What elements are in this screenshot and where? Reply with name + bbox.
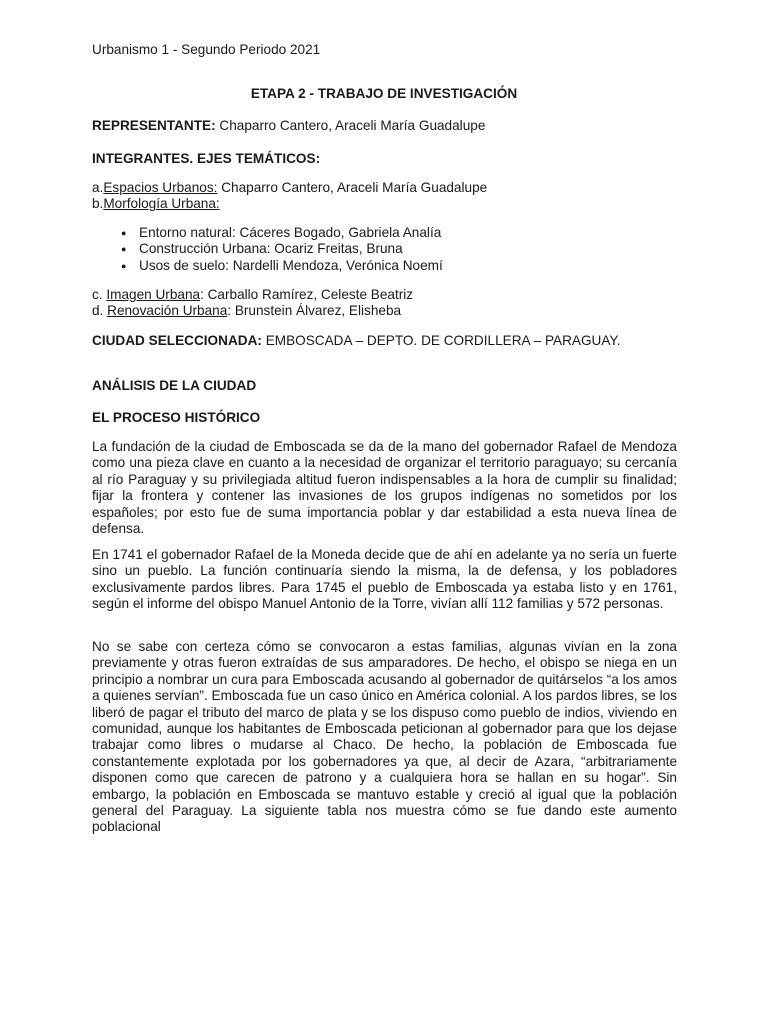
morfologia-sublist: [92, 225, 677, 274]
integrantes-heading: INTEGRANTES. EJES TEMÁTICOS:: [92, 151, 321, 166]
ciudad-label: CIUDAD SELECCIONADA:: [92, 333, 262, 348]
document-title: ETAPA 2 - TRABAJO DE INVESTIGACIÓN: [250, 86, 518, 101]
eje-b-label: Morfología Urbana:: [103, 196, 220, 212]
ciudad-line: [92, 333, 677, 349]
paragraph-3: [92, 639, 677, 836]
eje-a-label: Espacios Urbanos:: [103, 180, 218, 195]
paragraph-text: La fundación de la ciudad de Emboscada se da de la mano del gobernador Rafael de Mendoza como una pieza clave en cuanto a la necesidad de organizar el territorio paraguayo; su cercanía al río Paraguay y su privilegiada altitud fueron indispensables a la hora de cumplir su finalidad; fijar la frontera y contener las invasiones de los grupos indígenas no sometidos por los españoles; por esto fue de suma importancia poblar y dar estabilidad a esta nueva línea de defensa.: [92, 439, 677, 537]
paragraph-text: No se sabe con certeza cómo se convocaron a estas familias, algunas vivían en la zona previamente y otras fueron extraídas de sus amparadores. De hecho, el obispo se niega en un principio a nombrar un cura para Emboscada acusando al gobernador de quitárselos “a los amos a quienes servían”. Emboscada fue un caso único en América colonial. A los pardos libres, se los liberó de pagar el tributo del marco de plata y se los dispuso como pueblo de indios, viviendo en comunidad, aunque los habitantes de Emboscada peticionan al gobernador para que los dejase trabajar como libres o mudarse al Chaco. De hecho, la población de Emboscada fue constantemente explotada por los gobernadores ya que, al decir de Azara, “arbitrariamente disponen como que carecen de patrono y a cualquiera hora se hallan en su hogar”. Sin embargo, la población en Emboscada se mantuvo estable y creció al igual que la población general del Paraguay. La siguiente tabla nos muestra cómo se fue dando este aumento poblacional: [92, 639, 677, 835]
list-item: ● Entorno natural: Cáceres Bogado, Gabriela Analía: [92, 225, 677, 241]
list-item: ● Usos de suelo: Nardelli Mendoza, Verónica Noemí: [92, 258, 677, 274]
eje-a-prefix: a.: [92, 180, 104, 195]
ejes-list-ab: [92, 180, 677, 213]
representante-label: REPRESENTANTE:: [92, 118, 216, 133]
paragraph-1: [92, 439, 677, 537]
representante-line: [92, 118, 677, 134]
paragraph-2: [92, 547, 677, 613]
eje-d-prefix: d.: [92, 303, 108, 319]
eje-d-value: : Brunstein Álvarez, Elisheba: [227, 303, 402, 319]
page-header: Urbanismo 1 - Segundo Periodo 2021: [92, 42, 321, 57]
ciudad-value: EMBOSCADA – DEPTO. DE CORDILLERA – PARAGUAY.: [261, 333, 621, 348]
eje-a-value: Chaparro Cantero, Araceli María Guadalupe: [217, 180, 488, 195]
eje-b: [92, 196, 677, 212]
representante-value: Chaparro Cantero, Araceli María Guadalupe: [215, 118, 486, 133]
eje-b-prefix: b.: [92, 196, 104, 212]
list-item: ● Construcción Urbana: Ocariz Freitas, Bruna: [92, 241, 677, 257]
eje-d-label: Renovación Urbana: [107, 303, 228, 319]
eje-c-prefix: c.: [92, 287, 107, 302]
eje-c-label: Imagen Urbana: [106, 287, 201, 302]
analisis-heading: ANÁLISIS DE LA CIUDAD: [92, 378, 257, 393]
ejes-list-cd: [92, 287, 677, 320]
paragraph-text: En 1741 el gobernador Rafael de la Moneda decide que de ahí en adelante ya no sería un fuerte sino un pueblo. La función continuaría siendo la misma, la de defensa, y los pobladores exclusivamente pardos libres. Para 1745 el pueblo de Emboscada ya estaba listo y en 1761, según el informe del obispo Manuel Antonio de la Torre, vivían allí 112 familias y 572 personas.: [92, 547, 677, 612]
eje-a: [92, 180, 677, 196]
proceso-heading: EL PROCESO HISTÓRICO: [92, 410, 261, 425]
eje-c: [92, 287, 677, 303]
eje-c-value: : Carballo Ramírez, Celeste Beatriz: [200, 287, 414, 302]
eje-d: [92, 303, 677, 319]
